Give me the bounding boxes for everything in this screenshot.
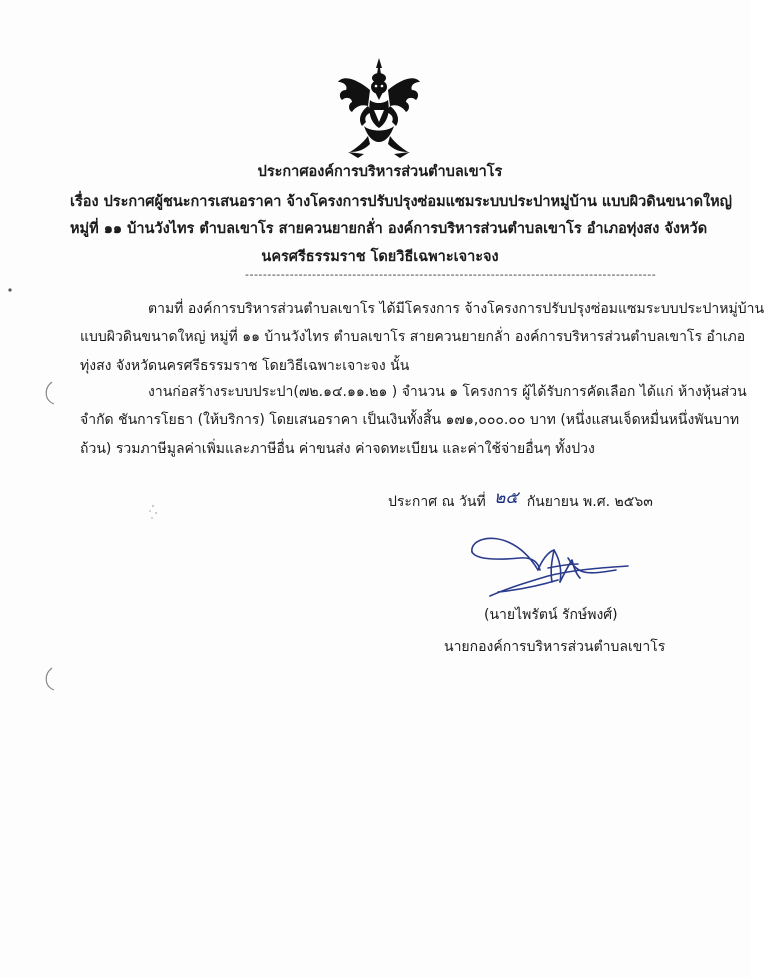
signatory-name: (นายไพรัตน์ รักษ์พงศ์)	[484, 607, 618, 623]
paragraph-1-line-3: ทุ่งสง จังหวัดนครศรีธรรมราช โดยวิธีเฉพาะเจาะจง นั้น	[80, 358, 410, 374]
announcement-date	[388, 490, 653, 513]
paragraph-1-line-1: ตามที่ องค์การบริหารส่วนตำบลเขาโร ได้มีโครงการ จ้างโครงการปรับปรุงซ่อมแซมระบบประปาหมู่บ้าน	[148, 301, 764, 317]
handwritten-signature-icon	[468, 530, 640, 600]
paragraph-2-line-3: ถ้วน) รวมภาษีมูลค่าเพิ่มและภาษีอื่น ค่าขนส่ง ค่าจดทะเบียน และค่าใช้จ่ายอื่นๆ ทั้งปวง	[80, 441, 595, 457]
subject-line-3: นครศรีธรรมราช โดยวิธีเฉพาะเจาะจง	[261, 249, 499, 265]
date-day-handwritten: ๒๕	[494, 488, 519, 508]
date-prefix: ประกาศ ณ วันที่	[388, 494, 486, 510]
scan-mark-icon	[38, 378, 58, 408]
paragraph-2-line-1: งานก่อสร้างระบบประปา(๗๒.๑๔.๑๑.๒๑ ) จำนวน ๑ โครงการ ผู้ได้รับการคัดเลือก ได้แก่ ห้างหุ้นส่วน	[148, 384, 747, 400]
subject-line-2: หมู่ที่ ๑๑ บ้านวังไทร ตำบลเขาโร สายควนยายกลั่า องค์การบริหารส่วนตำบลเขาโร อำเภอทุ่งสง จังหวัด	[70, 221, 708, 237]
scan-mark-icon	[38, 664, 58, 694]
date-month-year: กันยายน พ.ศ. ๒๕๖๓	[526, 494, 653, 510]
subject-line-1: เรื่อง ประกาศผู้ชนะการเสนอราคา จ้างโครงการปรับปรุงซ่อมแซมระบบประปาหมู่บ้าน แบบผิวดินขนาดใหญ่	[70, 194, 733, 210]
smudge-icon	[144, 500, 162, 524]
paragraph-2-line-2: จำกัด ชันการโยธา (ให้บริการ) โดยเสนอราคา เป็นเงินทั้งสิ้น ๑๗๑,๐๐๐.๐๐ บาท (หนึ่งแสนเจ็ดหมื่นหนึ่งพันบาท	[80, 412, 740, 428]
paragraph-1-line-2: แบบผิวดินขนาดใหญ่ หมู่ที่ ๑๑ บ้านวังไทร ตำบลเขาโร สายควนยายกลั่า องค์การบริหารส่วนตำบลเขาโร อำเภอ	[80, 329, 746, 345]
dot-mark-icon	[6, 286, 14, 294]
garuda-emblem-icon	[334, 56, 424, 160]
divider-line: --------------------------------------------------------------------------------------------	[245, 268, 657, 281]
signatory-position: นายกองค์การบริหารส่วนตำบลเขาโร	[444, 639, 666, 655]
announcement-title: ประกาศองค์การบริหารส่วนตำบลเขาโร	[257, 164, 503, 180]
